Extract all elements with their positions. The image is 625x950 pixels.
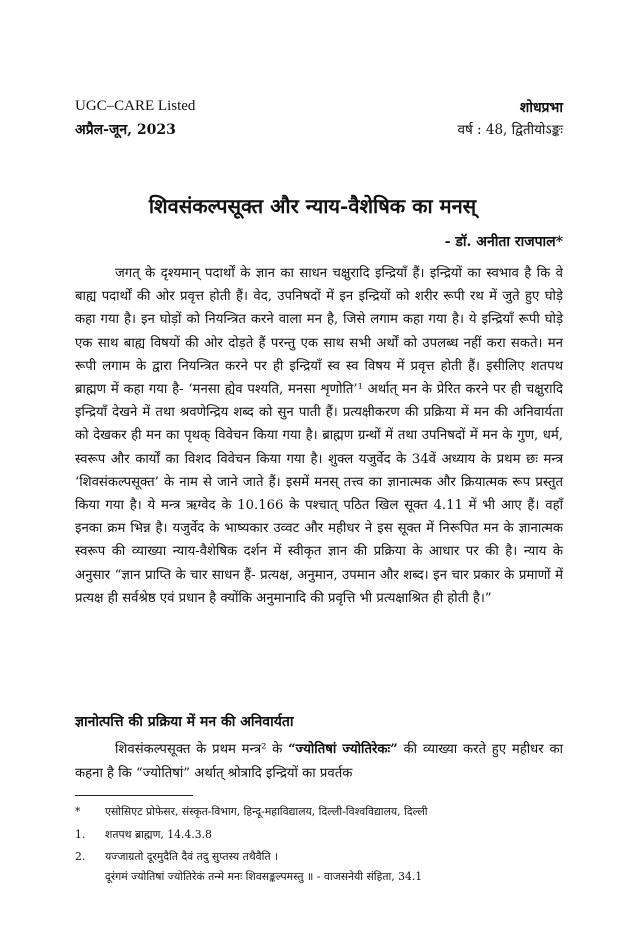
article-body xyxy=(75,262,563,610)
footnote-text: यज्जाग्रतो दूरमुदैति दैवं तदु सुप्तस्य तथैवैति । xyxy=(105,850,279,863)
header-journal-name: शोधप्रभा xyxy=(519,100,563,116)
footnote-1 xyxy=(75,827,565,843)
footnote-divider xyxy=(75,795,193,796)
section-heading: ज्ञानोत्पत्ति की प्रक्रिया में मन की अनिवार्यता xyxy=(75,714,294,730)
paragraph2-part-a: शिवसंकल्पसूक्त के प्रथम मन्त्र² के xyxy=(115,742,289,757)
footnote-author xyxy=(75,804,565,820)
footnote-marker: 2. xyxy=(75,850,86,863)
footnote-text: शतपथ ब्राह्मण, 14.4.3.8 xyxy=(105,828,212,841)
article-author: - डॉ. अनीता राजपाल* xyxy=(444,234,563,250)
footnote-marker: 1. xyxy=(75,828,86,841)
paragraph2-bold-phrase: “ज्योतिषां ज्योतिरेकः” xyxy=(288,742,398,757)
footnote-marker: * xyxy=(75,805,81,818)
header-issue-months: अप्रैल-जून, 2023 xyxy=(75,122,176,138)
body-paragraph-2 xyxy=(75,738,563,786)
header-listing: UGC–CARE Listed xyxy=(75,98,196,114)
paragraph2-part-b: की व्याख्या करते हुए महीधर का कहना है कि “ज्योतिषां” अर्थात् श्रोत्रादि इन्द्रियों का प्रवर्तक xyxy=(75,742,563,781)
footnote-2-continued: दूरंगमं ज्योतिषां ज्योतिरेकं तन्मे मनः शिवसङ्कल्पमस्तु ॥ - वाजसनेयी संहिता, 34.1 xyxy=(105,870,423,883)
footnote-text: एसोसिएट प्रोफेसर, संस्कृत-विभाग, हिन्दू-महाविद्यालय, दिल्ली-विश्वविद्यालय, दिल्ली xyxy=(105,805,428,818)
body-paragraph-1: जगत् के दृश्यमान् पदार्थों के ज्ञान का साधन चक्षुरादि इन्द्रियाँ हैं। इन्द्रियों का स्वभाव है कि वे बाह्य पदार्थों की ओर प्रवृत्त होती हैं। वेद, उपनिषदों में इन इन्द्रियों को शरीर रूपी रथ में जुते हुए घोड़े कहा गया है। इन घोड़ों को नियन्त्रित करने वाला मन है, जिसे लगाम कहा गया है। ये इन्द्रियाँ रूपी घोड़े एक साथ बाह्य विषयों की ओर दोड़ते हैं परन्तु एक साथ सभी अर्थों को उपलब्ध नहीं करा सकते। मन रूपी लगाम के द्वारा नियन्त्रित करने पर ही इन्द्रियाँ स्व स्व विषय में प्रवृत्त होती हैं। इसीलिए शतपथ ब्राह्मण में कहा गया है- ‘मनसा ह्येव पश्यति, मनसा शृणोति’¹ अर्थात् मन के प्रेरित करने पर ही चक्षुरादि इन्द्रियाँ देखने में तथा श्रवणेन्द्रिय शब्द को सुन पाती हैं। प्रत्यक्षीकरण की प्रक्रिया में मन की अनिवार्यता को देखकर ही मन का पृथक् विवेचन किया गया है। ब्राह्मण ग्रन्थों में तथा उपनिषदों में मन के गुण, धर्म, स्वरूप और कार्यों का विशद विवेचन किया गया है। शुक्ल यजुर्वेद के 34वें अध्याय के प्रथम छः मन्त्र ‘शिवसंकल्पसूक्त’ के नाम से जाने जाते हैं। इसमें मनस् तत्त्व का ज्ञानात्मक और क्रियात्मक रूप प्रस्तुत किया गया है। ये मन्त्र ऋग्वेद के 10.166 के पश्चात् पठित खिल सूक्त 4.11 में भी आए हैं। वहाँ इनका क्रम भिन्न है। यजुर्वेद के भाष्यकार उव्वट और महीधर ने इस सूक्त में निरूपित मन के ज्ञानात्मक स्वरूप की व्याख्या न्याय-वैशेषिक दर्शन में स्वीकृत ज्ञान की प्रक्रिया के आधार पर की है। न्याय के अनुसार “ज्ञान प्राप्ति के चार साधन हैं- प्रत्यक्ष, अनुमान, उपमान और शब्द। इन चार प्रकार के प्रमाणों में प्रत्यक्ष ही सर्वश्रेष्ठ एवं प्रधान है क्योंकि अनुमानादि की प्रवृत्ति भी प्रत्यक्षाश्रित ही होती है।” xyxy=(75,266,563,606)
article-title: शिवसंकल्पसूक्त और न्याय-वैशेषिक का मनस् xyxy=(148,194,477,218)
header-volume: वर्ष : 48, द्वितीयोऽङ्कः xyxy=(457,122,563,138)
footnote-2 xyxy=(75,849,565,865)
